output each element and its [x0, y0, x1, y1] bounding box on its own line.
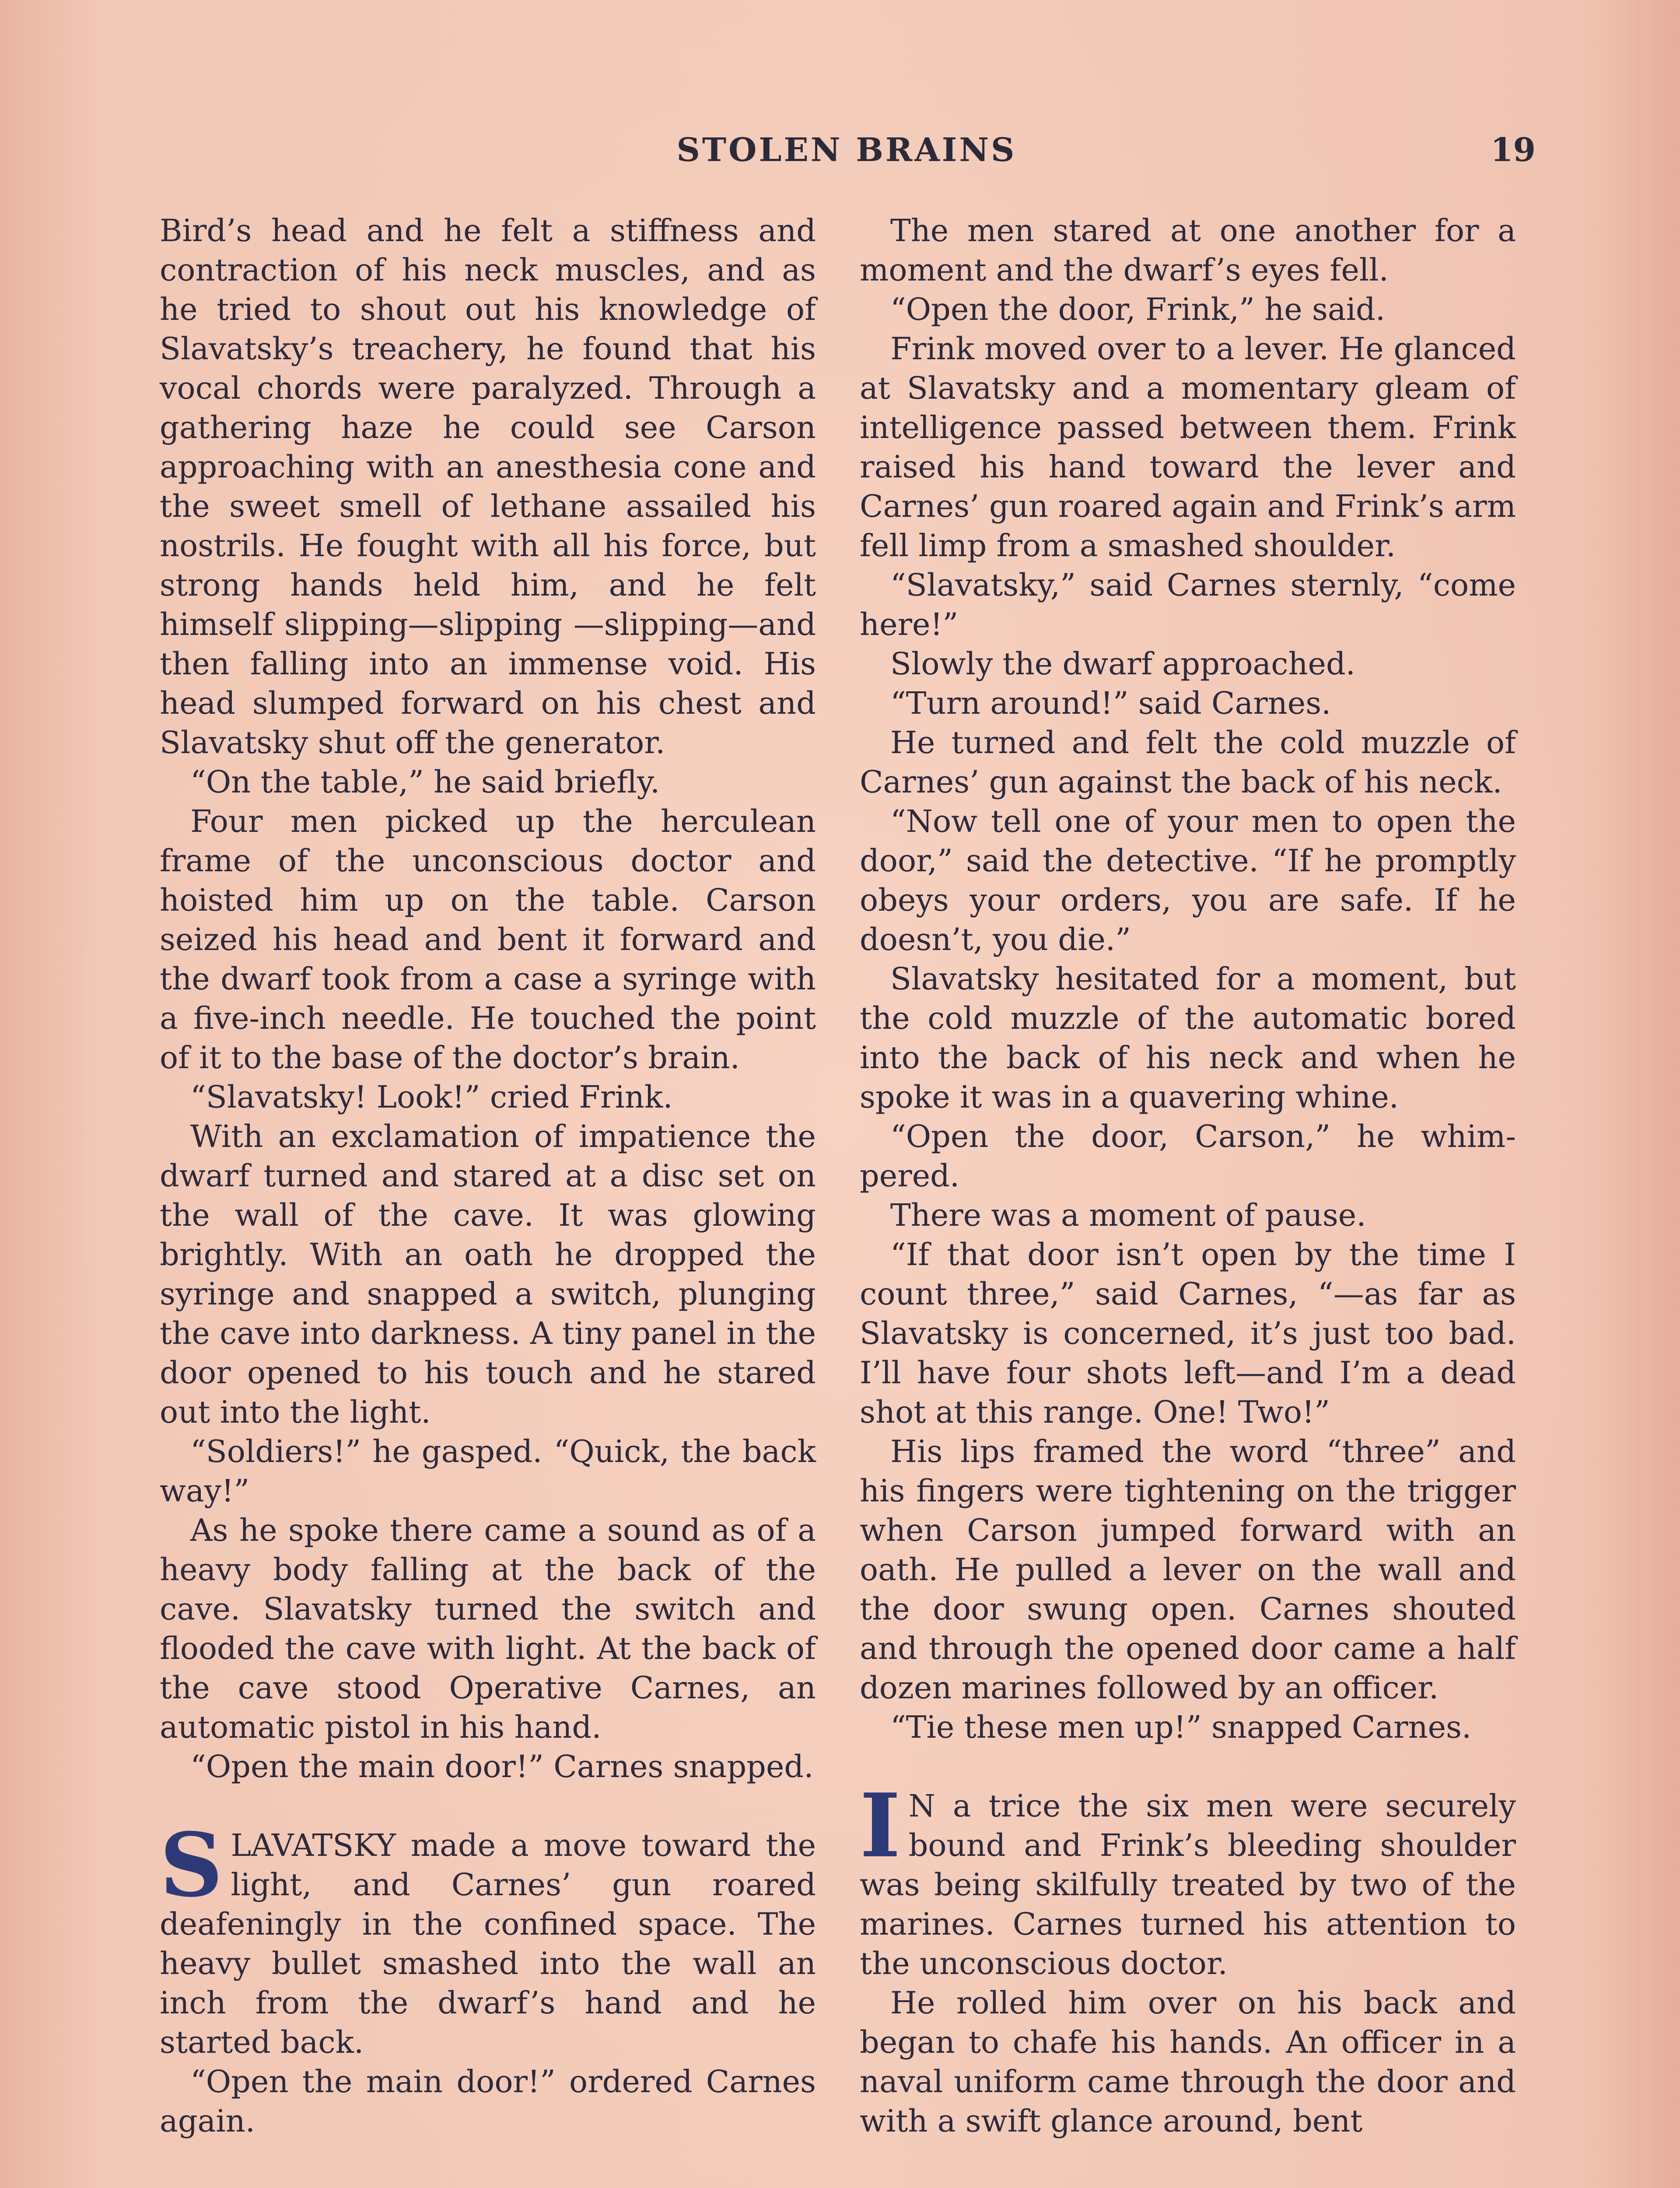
paragraph: “Open the door, Frink,” he said.	[890, 291, 1386, 327]
left-column	[160, 211, 816, 2141]
drop-cap-letter: I	[860, 1774, 901, 1877]
dropcap-paragraph	[860, 1774, 1516, 1983]
paragraph: “Soldiers!” he gasped. “Quick, the back way!”	[160, 1434, 816, 1509]
paragraph: “Slavatsky! Look!” cried Frink.	[190, 1079, 673, 1115]
paragraph: “On the table,” he said briefly.	[190, 764, 660, 800]
paragraph: His lips framed the word “three” and his fingers were tightening on the trigger when Carson jumped forward with an oath. He pulled a lever on the wall and the door swung open. Carnes shouted and through the opened door came a half dozen marines followed by an officer.	[860, 1434, 1516, 1706]
paragraph: “Now tell one of your men to open the door,” said the detective. “If he promptly obeys your orders, you are safe. If he doesn’t, you die.”	[860, 803, 1516, 957]
paragraph: “Open the main door!” ordered Carnes again.	[160, 2064, 816, 2139]
paragraph: Slowly the dwarf approached.	[890, 646, 1356, 682]
drop-cap-letter: S	[160, 1814, 223, 1917]
paragraph: “Tie these men up!” snapped Carnes.	[890, 1709, 1472, 1745]
paragraph: “Open the main door!” Carnes snapped.	[190, 1749, 814, 1785]
paragraph: “If that door isn’t open by the time I count three,” said Carnes, “—as far as Slavatsky is concerned, it’s just too bad. I’ll have four shots left—and I’m a dead shot at this range. One! Two!”	[860, 1237, 1516, 1430]
paragraph: Bird’s head and he felt a stiffness and contraction of his neck muscles, and as he tried to shout out his knowledge of Slavatsky’s treachery, he found that his vocal chords were paralyzed. Through a gathering haze he could see Carson approaching with an anesthesia cone and the sweet smell of lethane assailed his nostrils. He fought with all his force, but strong hands held him, and he felt himself slipping—slipping —slipping—and then falling into an immense void. His head slumped forward on his chest and Slavatsky shut off the generator.	[160, 213, 816, 761]
paragraph: “Slavatsky,” said Carnes sternly, “come here!”	[860, 567, 1516, 642]
dropcap-paragraph-text: N a trice the six men were securely bound and Frink’s bleeding shoulder was being skilfully treated by two of the marines. Carnes turned his attention to the unconscious doctor.	[860, 1788, 1516, 1981]
page-header	[158, 131, 1536, 179]
right-column	[860, 211, 1516, 2141]
running-title: STOLEN BRAINS	[676, 131, 1017, 169]
paragraph: He rolled him over on his back and began to chafe his hands. An officer in a naval uniform came through the door and with a swift glance around, bent	[860, 1985, 1516, 2139]
paragraph: Slavatsky hesitated for a moment, but the cold muzzle of the automatic bored into the back of his neck and when he spoke it was in a quavering whine.	[860, 961, 1516, 1115]
paragraph: As he spoke there came a sound as of a heavy body falling at the back of the cave. Slavatsky turned the switch and flooded the cave with light. At the back of the cave stood Operative Carnes, an automatic pistol in his hand.	[160, 1512, 816, 1745]
paragraph: “Turn around!” said Carnes.	[890, 685, 1331, 721]
paragraph: “Open the door, Carson,” he whimpered.	[860, 1119, 1516, 1194]
dropcap-paragraph-text: LAVATSKY made a move toward the light, and Carnes’ gun roared deafeningly in the confined space. The heavy bullet smashed into the wall an inch from the dwarf’s hand and he started back.	[160, 1827, 816, 2060]
paragraph: With an exclamation of impatience the dwarf turned and stared at a disc set on the wall of the cave. It was glowing brightly. With an oath he dropped the syringe and snapped a switch, plunging the cave into darkness. A tiny panel in the door opened to his touch and he stared out into the light.	[160, 1119, 816, 1430]
dropcap-paragraph	[160, 1814, 816, 2062]
paragraph: Four men picked up the herculean frame of the unconscious doctor and hoisted him up on the table. Carson seized his head and bent it forward and the dwarf took from a case a syringe with a five-inch needle. He touched the point of it to the base of the doctor’s brain.	[160, 803, 816, 1076]
paragraph: Frink moved over to a lever. He glanced at Slavatsky and a momentary gleam of intelligence passed between them. Frink raised his hand toward the lever and Carnes’ gun roared again and Frink’s arm fell limp from a smashed shoulder.	[860, 331, 1516, 564]
page-number: 19	[1491, 131, 1536, 169]
paragraph: The men stared at one another for a moment and the dwarf’s eyes fell.	[860, 213, 1516, 288]
paragraph: There was a moment of pause.	[890, 1197, 1366, 1233]
paragraph: He turned and felt the cold muzzle of Carnes’ gun against the back of his neck.	[860, 725, 1516, 800]
